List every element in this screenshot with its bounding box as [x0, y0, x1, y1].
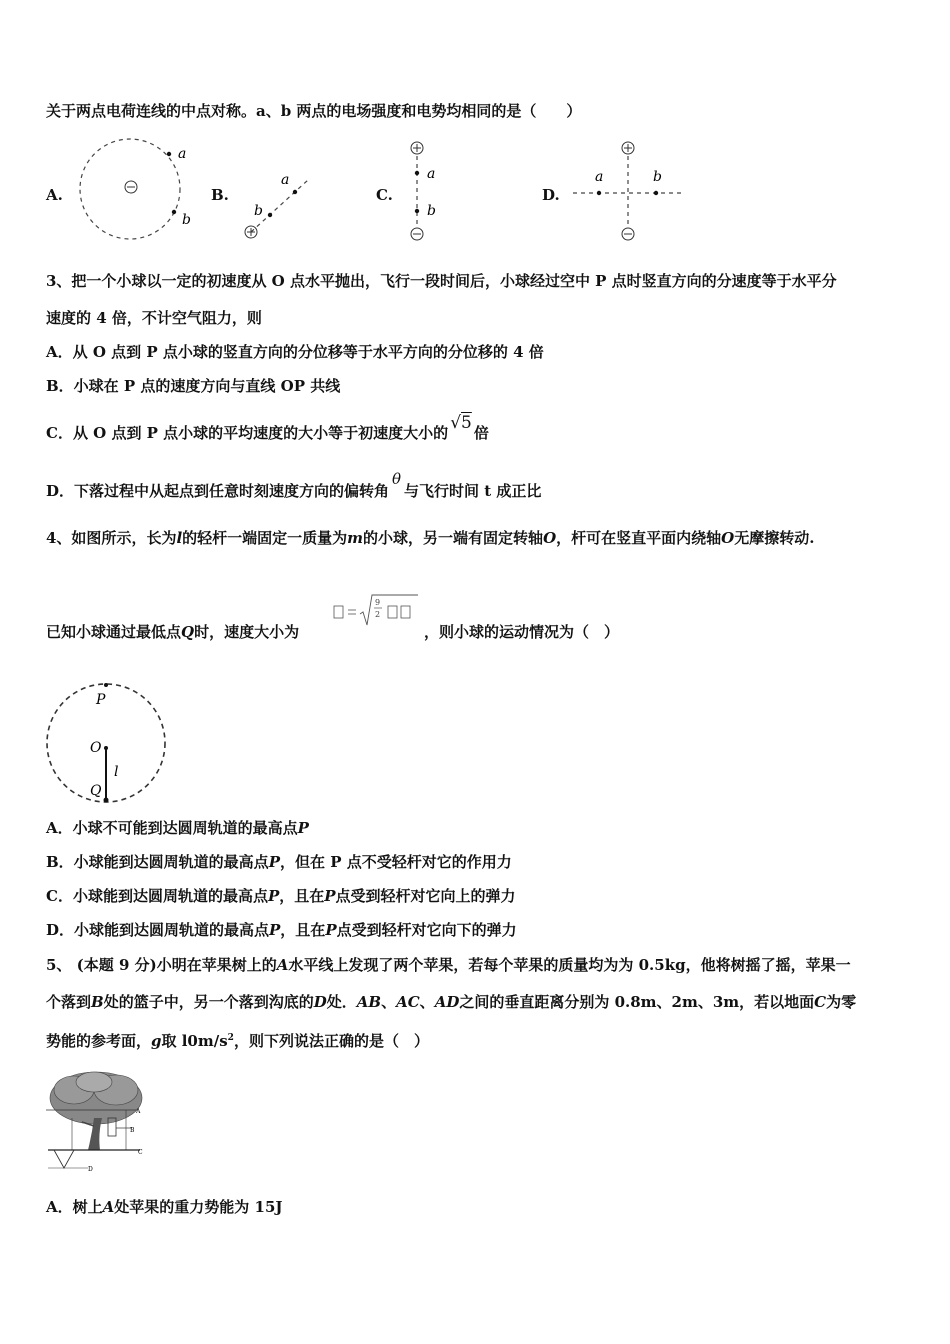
point-p-label: P — [96, 692, 106, 708]
q2-option-b-label: B. — [211, 186, 229, 204]
q4-option-a: A．小球不可能到达圆周轨道的最高点P — [46, 819, 309, 837]
svg-text:D: D — [88, 1166, 93, 1173]
svg-text:2: 2 — [375, 610, 381, 619]
q3-option-d: D．下落过程中从起点到任意时刻速度方向的偏转角θ与飞行时间 t 成正比 — [46, 470, 542, 500]
q2-figure-c — [405, 138, 455, 248]
q4-option-b: B．小球能到达圆周轨道的最高点P，但在 P 点不受轻杆对它的作用力 — [46, 853, 512, 871]
point-b-label: b — [182, 212, 191, 228]
q4-option-d: D．小球能到达圆周轨道的最高点P，且在P点受到轻杆对它向下的弹力 — [46, 921, 517, 939]
q3-option-a: A．从 O 点到 P 点小球的竖直方向的分位移等于水平方向的分位移的 4 倍 — [46, 343, 544, 361]
q4-stem-line1: 4、如图所示，长为l的轻杆一端固定一质量为m的小球，另一端有固定转轴O，杆可在竖直平面内绕轴O无摩擦转动. — [46, 529, 815, 547]
q4-option-c: C．小球能到达圆周轨道的最高点P，且在P点受到轻杆对它向上的弹力 — [46, 887, 516, 905]
theta-symbol: θ — [392, 470, 402, 488]
point-q-label: Q — [90, 783, 102, 799]
svg-text:9: 9 — [375, 598, 381, 607]
q3-stem-line2: 速度的 4 倍，不计空气阻力，则 — [46, 309, 262, 327]
q2-option-a-label: A. — [46, 186, 63, 204]
rod-length-label: l — [114, 764, 119, 780]
point-b-label: b — [254, 203, 263, 219]
point-a-label: a — [595, 169, 604, 185]
q4-stem-line2: 已知小球通过最低点Q时，速度大小为 — [46, 623, 300, 641]
q2-figure-b — [238, 168, 318, 246]
point-a-label: a — [427, 166, 436, 182]
q5-option-a: A．树上A处苹果的重力势能为 15J — [46, 1198, 283, 1216]
svg-text:B: B — [130, 1127, 135, 1134]
svg-text:A: A — [136, 1108, 141, 1115]
q2-figure-d — [568, 138, 688, 248]
svg-text:C: C — [138, 1149, 143, 1156]
point-a-label: a — [281, 172, 290, 188]
sqrt-formula: √5 — [450, 413, 472, 433]
q4-circle-figure — [44, 682, 172, 806]
q3-option-b: B．小球在 P 点的速度方向与直线 OP 共线 — [46, 377, 341, 395]
q2-figure-a — [70, 136, 190, 246]
q4-stem-line2-tail: ，则小球的运动情况为（ ） — [424, 623, 620, 641]
q2-option-d-label: D. — [542, 186, 560, 204]
q5-stem-line3: 势能的参考面，g取 $l0m/s^2$，则下列说法正确的是（ ） — [46, 1032, 429, 1050]
point-a-label: a — [178, 146, 187, 162]
point-o-label: O — [90, 740, 102, 756]
apple-tree-figure — [44, 1068, 154, 1176]
q5-stem-line2: 个落到B处的篮子中，另一个落到沟底的D处．AB、AC、AD之间的垂直距离分别为 0.8m、2m、3m，若以地面C为零 — [46, 993, 857, 1011]
point-b-label: b — [427, 203, 436, 219]
point-b-label: b — [653, 169, 662, 185]
q3-option-c: C．从 O 点到 P 点小球的平均速度的大小等于初速度大小的 √5 倍 — [46, 413, 489, 442]
q5-stem-line1: 5、 (本题 9 分)小明在苹果树上的A水平线上发现了两个苹果，若每个苹果的质量均为为 0.5kg，他将树摇了摇，苹果一 — [46, 956, 851, 974]
q3-stem-line1: 3、把一个小球以一定的初速度从 O 点水平抛出，飞行一段时间后，小球经过空中 P 点时竖直方向的分速度等于水平分 — [46, 272, 837, 290]
q2-stem: 关于两点电荷连线的中点对称。a、b 两点的电场强度和电势均相同的是（ ） — [46, 102, 582, 120]
q2-option-c-label: C. — [376, 186, 393, 204]
velocity-formula — [332, 592, 422, 632]
